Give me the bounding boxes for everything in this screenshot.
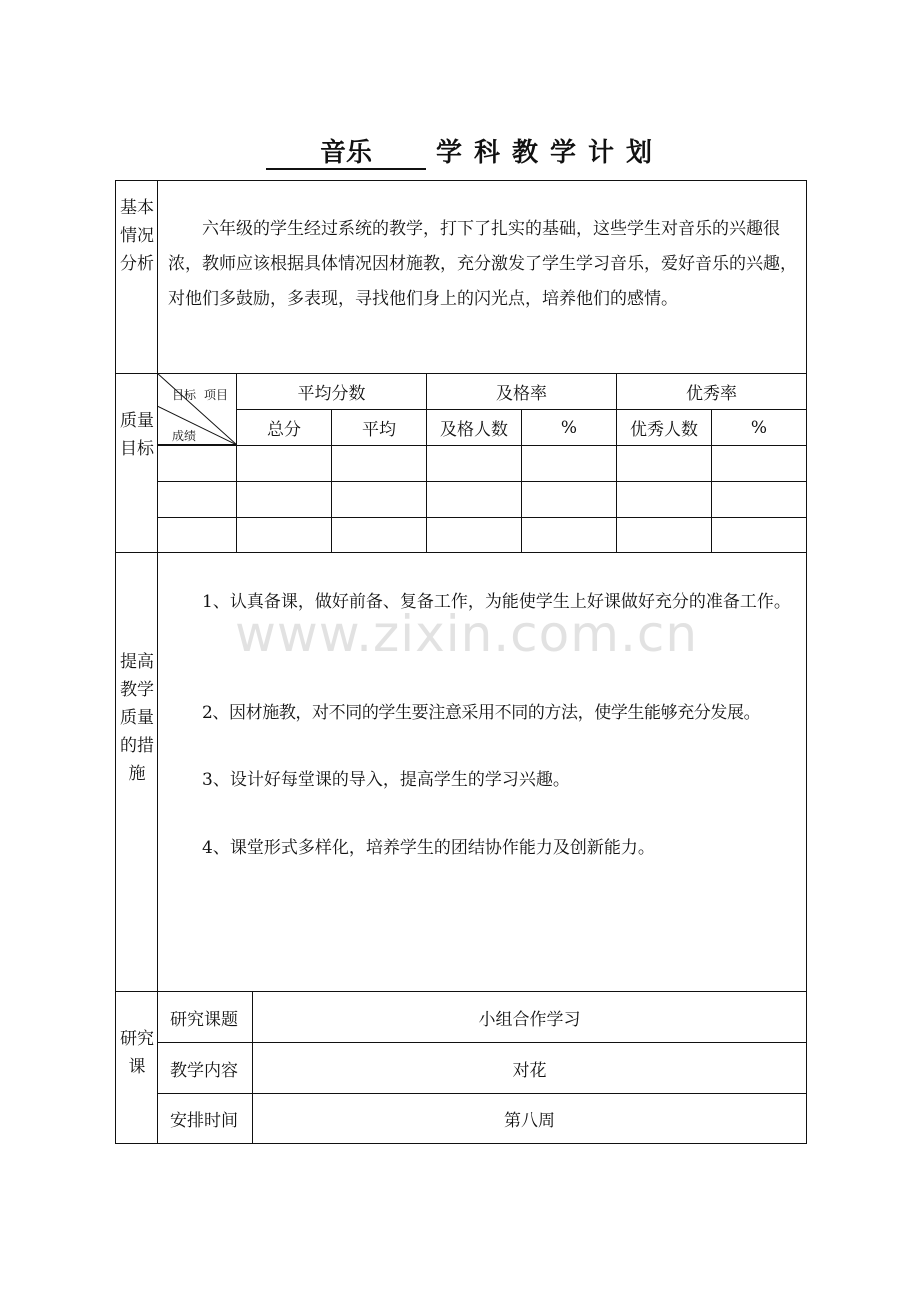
table-cell <box>711 445 807 482</box>
header-average: 平均分数 <box>236 373 427 410</box>
table-cell <box>616 481 712 518</box>
table-cell <box>711 517 807 553</box>
basic-analysis-text: 六年级的学生经过系统的教学，打下了扎实的基础，这些学生对音乐的兴趣很浓，教师应该根据具体情况因材施教，充分激发了学生学习音乐，爱好音乐的兴趣，对他们多鼓励，多表现，寻找他们身上的闪光点，培养他们的感情。 <box>168 219 797 309</box>
header-pass-rate: 及格率 <box>426 373 617 410</box>
table-cell <box>331 481 427 518</box>
corner-score-label: 成绩 <box>172 429 197 443</box>
measures-label: 提高教学质量的措施 <box>120 652 154 784</box>
table-cell <box>616 517 712 553</box>
teaching-content-value: 对花 <box>252 1042 807 1094</box>
table-cell <box>521 481 617 518</box>
measure-item-1: 1、认真备课，做好前备、复备工作，为能使学生上好课做好充分的准备工作。 <box>202 592 791 612</box>
diagonal-lines <box>157 373 237 445</box>
table-cell <box>236 445 332 482</box>
subheader-pass-percent: % <box>521 409 617 446</box>
research-topic-key: 研究课题 <box>157 991 253 1043</box>
table-cell <box>426 445 522 482</box>
table-cell <box>711 481 807 518</box>
measure-item-3: 3、设计好每堂课的导入，提高学生的学习兴趣。 <box>202 770 570 790</box>
table-cell <box>426 481 522 518</box>
watermark: www.zixin.com.cn <box>235 605 699 663</box>
header-excellent-rate: 优秀率 <box>616 373 807 410</box>
table-cell <box>236 517 332 553</box>
measure-item-2: 2、因材施教，对不同的学生要注意采用不同的方法，使学生能够充分发展。 <box>202 703 761 723</box>
corner-cell <box>157 373 237 445</box>
table-cell <box>331 517 427 553</box>
table-cell <box>426 517 522 553</box>
title-text: 学科教学计划 <box>436 138 665 168</box>
schedule-value: 第八周 <box>252 1093 807 1144</box>
table-cell <box>157 517 237 553</box>
table-cell <box>521 517 617 553</box>
schedule-key: 安排时间 <box>157 1093 253 1144</box>
basic-analysis-label: 基本情况分析 <box>120 198 154 274</box>
table-cell <box>331 445 427 482</box>
subject-name: 音乐 <box>266 138 426 170</box>
table-cell <box>616 445 712 482</box>
subheader-average: 平均 <box>331 409 427 446</box>
table-cell <box>236 481 332 518</box>
measure-item-4: 4、课堂形式多样化，培养学生的团结协作能力及创新能力。 <box>202 838 655 858</box>
table-cell <box>157 481 237 518</box>
corner-target-label: 目标 <box>172 388 197 402</box>
research-label: 研究课 <box>120 1029 154 1077</box>
quality-label: 质量目标 <box>120 411 154 459</box>
subheader-total: 总分 <box>236 409 332 446</box>
table-cell <box>521 445 617 482</box>
table-cell <box>157 445 237 482</box>
subheader-pass-count: 及格人数 <box>426 409 522 446</box>
corner-item-label: 项目 <box>204 388 229 402</box>
subheader-excellent-count: 优秀人数 <box>616 409 712 446</box>
teaching-content-key: 教学内容 <box>157 1042 253 1094</box>
quality-label-cell <box>115 373 158 553</box>
research-topic-value: 小组合作学习 <box>252 991 807 1043</box>
page-title <box>0 138 920 174</box>
subheader-excellent-percent: % <box>711 409 807 446</box>
